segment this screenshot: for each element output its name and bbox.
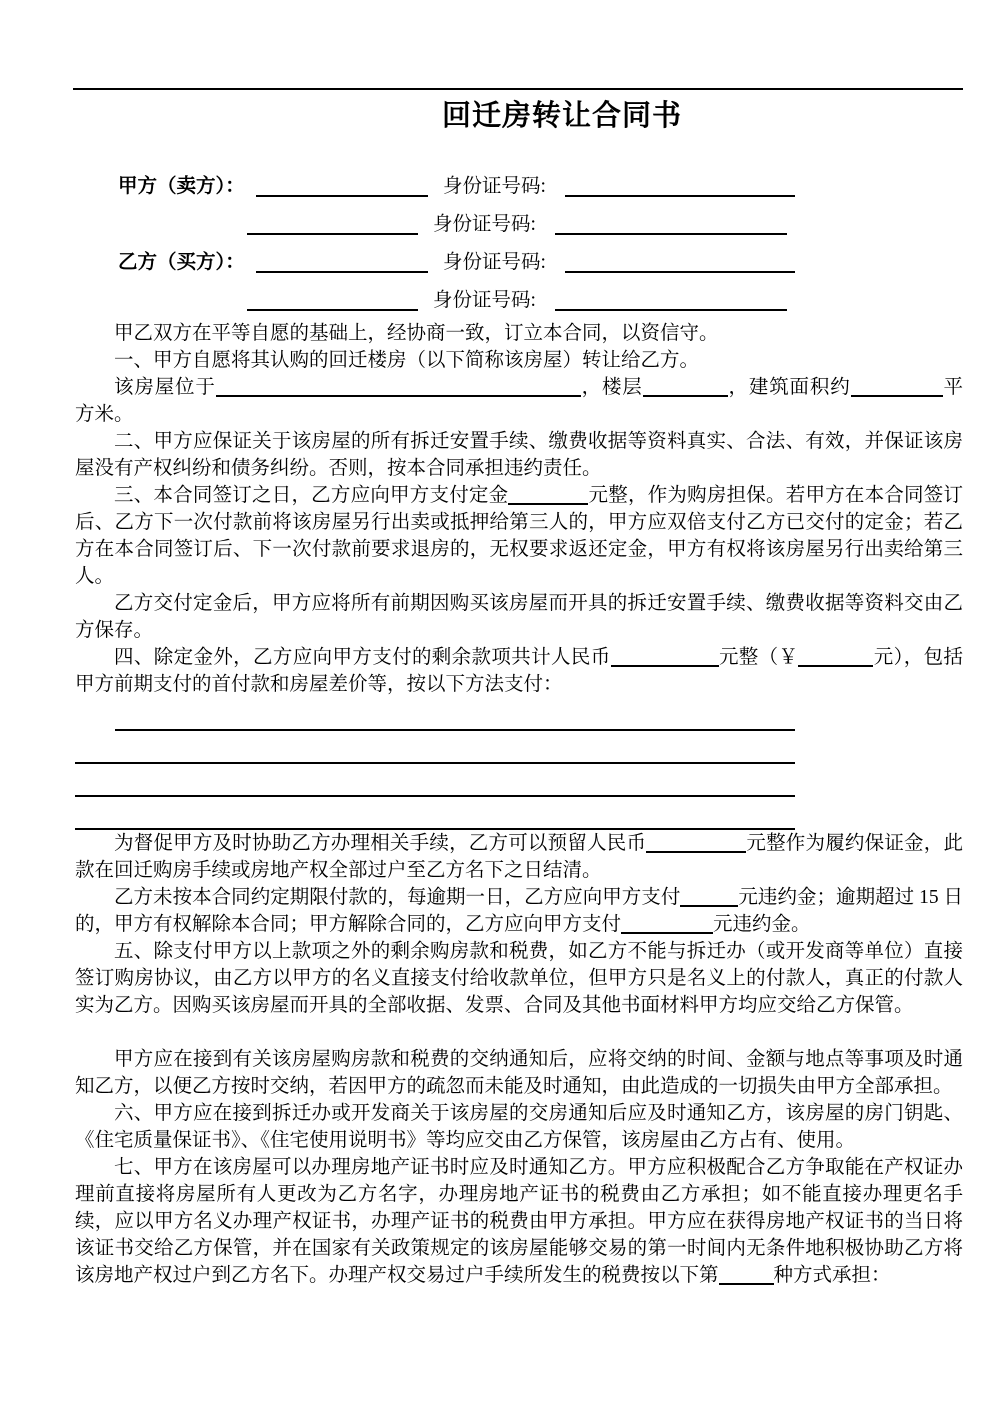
party-row-seller-2	[75, 201, 963, 239]
fill-in-blank	[508, 484, 588, 506]
id-number-line	[565, 271, 795, 273]
fill-in-blank	[611, 646, 719, 668]
id-number-line	[555, 309, 787, 311]
id-number-label: 身份证号码:	[433, 214, 536, 235]
paragraph: 该房屋位于 ，楼层 ，建筑面积约 平方米。	[75, 377, 963, 425]
id-number-label: 身份证号码:	[443, 176, 546, 197]
id-number-label: 身份证号码:	[443, 252, 546, 273]
fill-in-line	[75, 797, 795, 830]
fill-in-blank	[643, 376, 728, 398]
seller-label: 甲方（卖方）：	[118, 176, 245, 197]
paragraph: 一、甲方自愿将其认购的回迁楼房（以下简称该房屋）转让给乙方。	[114, 350, 700, 371]
seller-name-line	[256, 195, 428, 197]
fill-in-blank	[798, 646, 873, 668]
paragraph: 四、除定金外，乙方应向甲方支付的剩余款项共计人民币 元整（￥ 元），包括甲方前期支付的首付款和房屋差价等，按以下方法支付：	[75, 647, 963, 695]
paragraph: 五、除支付甲方以上款项之外的剩余购房款和税费，如乙方不能与拆迁办（或开发商等单位）直接签订购房协议，由乙方以甲方的名义直接支付给收款单位，但甲方只是名义上的付款人，真正的付款人实为乙方。因购买该房屋而开具的全部收据、发票、合同及其他书面材料甲方均应交给乙方保管。	[75, 941, 963, 1016]
buyer-label: 乙方（买方）：	[118, 252, 245, 273]
header-rule	[73, 88, 963, 90]
paragraph: 乙方未按本合同约定期限付款的，每逾期一日，乙方应向甲方支付 元违约金；逾期超过 15 日的，甲方有权解除本合同；甲方解除合同的，乙方应向甲方支付 元违约金。	[75, 887, 963, 935]
paragraph: 甲方应在接到有关该房屋购房款和税费的交纳通知后，应将交纳的时间、金额与地点等事项及时通知乙方，以便乙方按时交纳，若因甲方的疏忽而未能及时通知，由此造成的一切损失由甲方全部承担。	[75, 1049, 963, 1097]
party-row-buyer-2	[75, 277, 963, 315]
seller-name-line	[247, 233, 418, 235]
fill-in-blank	[621, 913, 713, 935]
fill-in-blank	[719, 1264, 774, 1286]
fill-in-line	[115, 698, 795, 731]
paragraph: 七、甲方在该房屋可以办理房地产证书时应及时通知乙方。甲方应积极配合乙方争取能在产权证办理前直接将房屋所有人更改为乙方名字，办理房地产证书的税费由乙方承担；如不能直接办理更名手续，应以甲方名义办理产权证书，办理产证书的税费由甲方承担。甲方应在获得房地产权证书的当日将该证书交给乙方保管，并在国家有关政策规定的该房屋能够交易的第一时间内无条件地积极协助乙方将该房地产权过户到乙方名下。办理产权交易过户手续所发生的税费按以下第 种方式承担：	[75, 1157, 963, 1286]
fill-in-blank	[680, 886, 738, 908]
document-body	[75, 320, 963, 1289]
document-title: 回迁房转让合同书	[441, 100, 682, 132]
paragraph: 为督促甲方及时协助乙方办理相关手续，乙方可以预留人民币 元整作为履约保证金，此款在回迁购房手续或房地产权全部过户至乙方名下之日结清。	[75, 833, 963, 881]
party-row-seller	[75, 163, 963, 201]
paragraph: 六、甲方应在接到拆迁办或开发商关于该房屋的交房通知后应及时通知乙方，该房屋的房门钥匙、《住宅质量保证书》、《住宅使用说明书》等均应交由乙方保管，该房屋由乙方占有、使用。	[75, 1103, 963, 1151]
fill-in-line	[75, 731, 795, 764]
id-number-line	[565, 195, 795, 197]
spacer	[75, 1019, 963, 1046]
buyer-name-line	[256, 271, 428, 273]
paragraph: 三、本合同签订之日，乙方应向甲方支付定金 元整，作为购房担保。若甲方在本合同签订后、乙方下一次付款前将该房屋另行出卖或抵押给第三人的，甲方应双倍支付乙方已交付的定金；若乙方在本合同签订后、下一次付款前要求退房的，无权要求返还定金，甲方有权将该房屋另行出卖给第三人。	[75, 485, 963, 587]
party-row-buyer	[75, 239, 963, 277]
paragraph: 甲乙双方在平等自愿的基础上，经协商一致，订立本合同，以资信守。	[114, 323, 719, 344]
id-number-line	[555, 233, 787, 235]
fill-in-line	[75, 764, 795, 797]
fill-in-blank	[851, 376, 943, 398]
paragraph: 二、甲方应保证关于该房屋的所有拆迁安置手续、缴费收据等资料真实、合法、有效，并保证该房屋没有产权纠纷和债务纠纷。否则，按本合同承担违约责任。	[75, 431, 963, 479]
page-content	[0, 94, 993, 1289]
paragraph: 乙方交付定金后，甲方应将所有前期因购买该房屋而开具的拆迁安置手续、缴费收据等资料交由乙方保存。	[75, 593, 963, 641]
fill-in-blank	[216, 376, 581, 398]
id-number-label: 身份证号码:	[433, 290, 536, 311]
fill-in-blank	[646, 832, 746, 854]
buyer-name-line	[247, 309, 418, 311]
party-block	[75, 163, 963, 315]
